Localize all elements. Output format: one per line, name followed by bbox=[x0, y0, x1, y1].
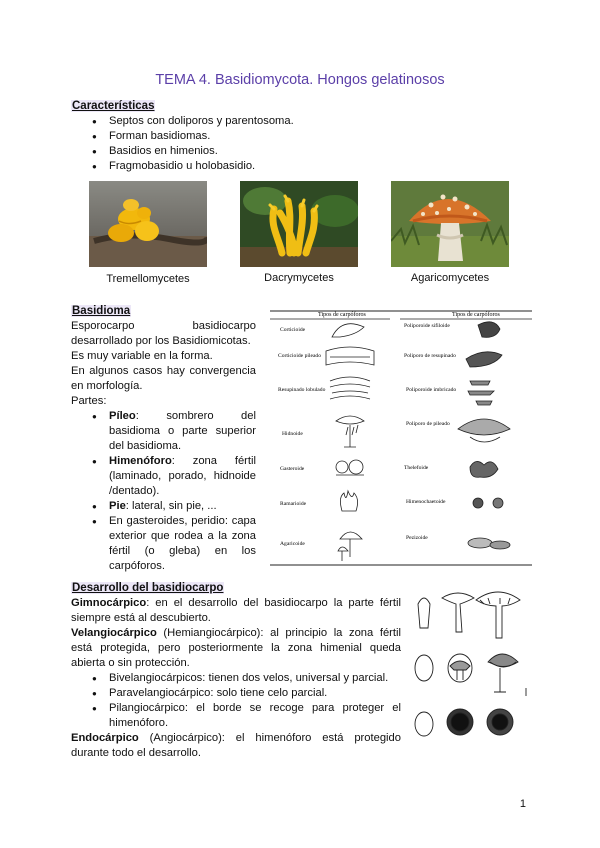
dacrymycetes-photo bbox=[240, 181, 358, 267]
list-item: ● Paravelangiocárpico: solo tiene celo parcial. bbox=[109, 686, 401, 701]
basidioma-text: En algunos casos hay convergencia en morfología. bbox=[71, 365, 256, 392]
velangiocarpico-paragraph: Velangiocárpico (Hemiangiocárpico): al principio la zona fértil está protegida, pero posteriormente la zona himenial queda abierta o sin protección. bbox=[71, 627, 401, 669]
photo-caption: Tremellomycetes bbox=[106, 273, 190, 285]
type-label: Hidnoide bbox=[282, 431, 303, 437]
carpophore-drawings-left bbox=[326, 324, 374, 561]
list-item: ● Himenóforo: zona fértil (laminado, porado, hidnoide /dentado). bbox=[109, 454, 256, 499]
table-header-right: Tipos de carpóforos bbox=[452, 312, 500, 318]
endocarpico-paragraph: Endocárpico (Angiocárpico): el himenóforo está protegido durante todo el desarrollo. bbox=[71, 732, 401, 759]
list-item: ● Basidios en himenios. bbox=[109, 144, 294, 159]
caracteristicas-list bbox=[109, 114, 294, 174]
type-label: Ramarioide bbox=[280, 501, 307, 507]
photo-caption: Dacrymycetes bbox=[264, 272, 334, 284]
list-item: ● Fragmobasidio u holobasidio. bbox=[109, 159, 294, 174]
type-label: Pezizoide bbox=[406, 535, 428, 541]
page-title: TEMA 4. Basidiomycota. Hongos gelatinosos bbox=[155, 72, 445, 88]
list-item: ● Bivelangiocárpicos: tienen dos velos, universal y parcial. bbox=[109, 671, 401, 686]
page-number: 1 bbox=[519, 798, 526, 810]
basidioma-parts-list bbox=[109, 409, 256, 574]
list-item: ● En gasteroides, peridio: capa exterior que rodea a la zona fértil (o gleba) en los carpóforos. bbox=[109, 514, 256, 574]
list-item: ● Forman basidiomas. bbox=[109, 129, 294, 144]
basidioma-definition: Esporocarpo basidiocarpo desarrollado por los Basidiomicotas. bbox=[71, 320, 256, 347]
gimnocarpico-paragraph: Gimnocárpico: en el desarrollo del basidiocarpo la parte fértil siempre está al descubierto. bbox=[71, 597, 401, 624]
type-label: Poliporoide sifiloide bbox=[404, 323, 450, 329]
agaricomycetes-photo bbox=[391, 181, 509, 267]
tremellomycetes-photo bbox=[89, 181, 207, 267]
type-label: Gasteroide bbox=[280, 466, 305, 472]
carpophore-types-diagram bbox=[270, 307, 532, 567]
desarrollo-section bbox=[71, 581, 401, 761]
type-label: Agaricoide bbox=[280, 541, 305, 547]
type-label: Corticioide pileado bbox=[278, 353, 322, 359]
type-label: Poliporo de resupinado bbox=[404, 353, 456, 359]
basidioma-text: Partes: bbox=[71, 395, 107, 407]
carpophore-types-figure bbox=[270, 307, 532, 567]
caracteristicas-section bbox=[71, 99, 294, 174]
type-label: Corticioide bbox=[280, 327, 306, 333]
caracteristicas-heading: Características bbox=[72, 100, 155, 112]
type-label: Poliporo de pileado bbox=[406, 421, 450, 427]
list-item: ● Pie: lateral, sin pie, ... bbox=[109, 499, 256, 514]
basidioma-heading: Basidioma bbox=[72, 305, 131, 317]
list-item: ● Pilangiocárpico: el borde se recoge para proteger el himenóforo. bbox=[109, 701, 401, 731]
basidioma-section bbox=[71, 304, 256, 574]
list-item: ● Septos con doliporos y parentosoma. bbox=[109, 114, 294, 129]
carpophore-drawings-right bbox=[458, 322, 510, 549]
velangiocarpico-list bbox=[109, 671, 401, 731]
photo-caption: Agaricomycetes bbox=[410, 272, 490, 284]
type-label: Resupinado lobulado bbox=[278, 387, 326, 393]
type-label: Poliporoide imbricado bbox=[406, 387, 457, 393]
desarrollo-heading: Desarrollo del basidiocarpo bbox=[72, 582, 224, 594]
type-label: Thelefoide bbox=[404, 465, 429, 471]
type-label: Himenochaetoide bbox=[406, 499, 446, 505]
development-diagram bbox=[410, 588, 530, 748]
development-figure bbox=[410, 588, 530, 748]
list-item: ● Píleo: sombrero del basidioma o parte superior del basidioma. bbox=[109, 409, 256, 454]
basidioma-text: Es muy variable en la forma. bbox=[71, 350, 213, 362]
table-header-left: Tipos de carpóforos bbox=[318, 312, 366, 318]
